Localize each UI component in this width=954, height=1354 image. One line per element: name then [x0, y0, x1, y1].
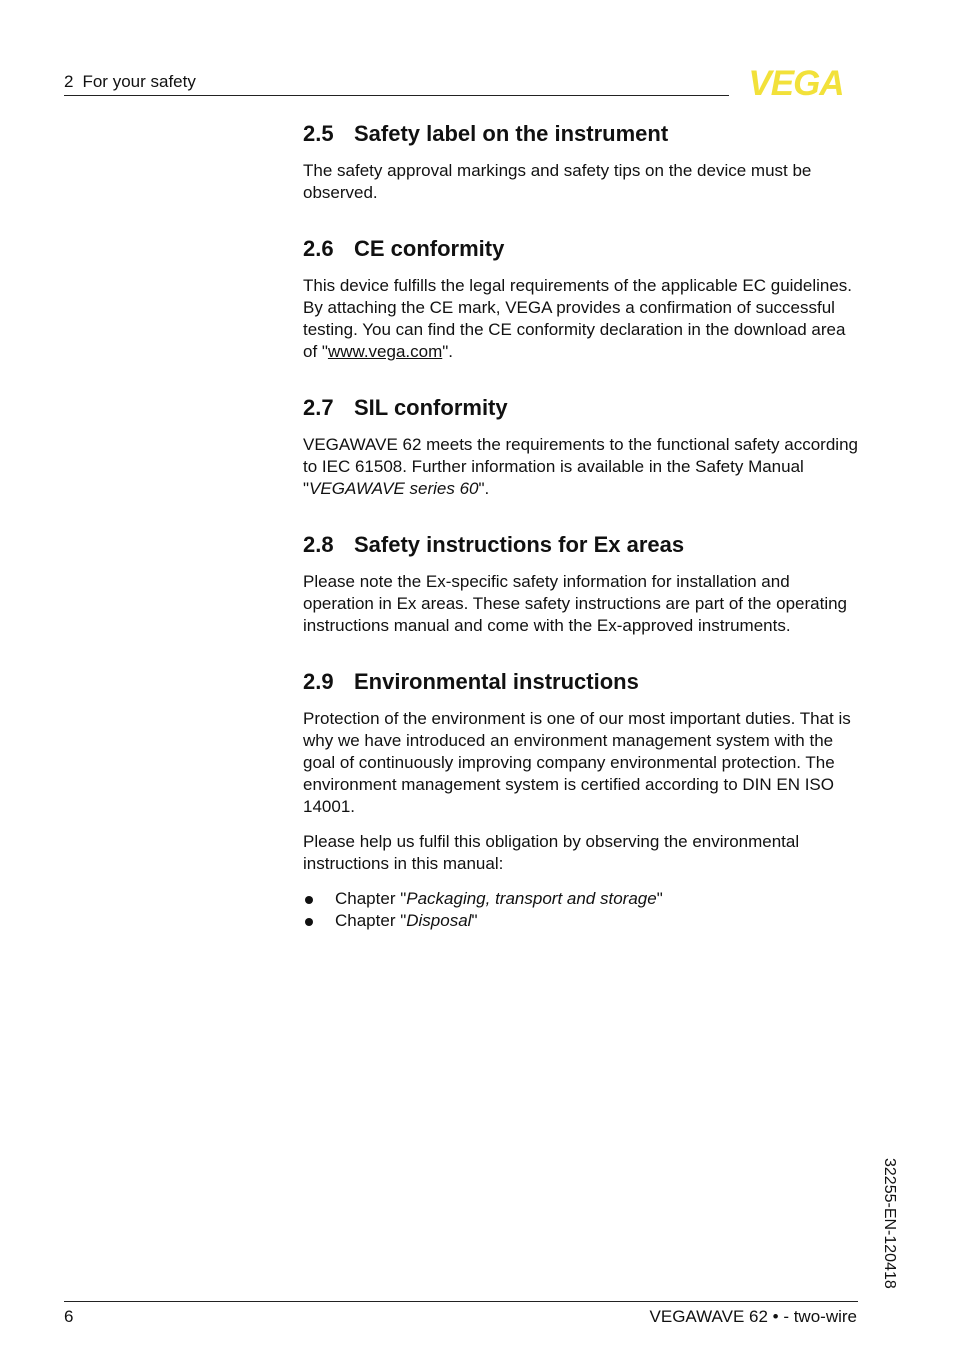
chapter-reference: Packaging, transport and storage — [406, 889, 657, 908]
vega-website-link[interactable]: www.vega.com — [327, 342, 443, 361]
list-item — [303, 910, 863, 932]
paragraph-text: ". — [442, 342, 454, 361]
section-paragraph — [303, 275, 863, 363]
bullet-list — [303, 888, 863, 932]
document-code: 32255-EN-120418 — [881, 1158, 898, 1289]
page-content — [303, 120, 863, 963]
chapter-reference: Disposal — [406, 911, 472, 930]
list-item-text: Chapter " — [335, 911, 407, 930]
section-number: 2.8 — [303, 532, 334, 557]
section-title: Safety label on the instrument — [354, 121, 669, 146]
list-item — [303, 888, 863, 910]
document-title: VEGAWAVE 62 • - two-wire — [649, 1307, 857, 1326]
section-paragraph — [303, 434, 863, 500]
bullet-icon — [305, 896, 313, 904]
paragraph-text: This device fulfills the legal requirements of the applicable EC guidelines. By attaching the CE mark, VEGA provides a confirmation of successful testing. You can find the CE conformity declaration in the download area of " — [303, 276, 853, 361]
page-number: 6 — [64, 1307, 74, 1326]
paragraph-text: VEGAWAVE 62 meets the requirements to the functional safety according to IEC 61508. Further information is available in the Safety Manual " — [303, 435, 858, 498]
section-title: SIL conformity — [354, 395, 508, 420]
list-item-text: " — [656, 889, 663, 908]
section-heading — [303, 120, 863, 148]
section-heading — [303, 394, 863, 422]
section-2-5 — [303, 120, 863, 204]
section-2-8 — [303, 531, 863, 637]
chapter-title: For your safety — [82, 72, 196, 91]
section-number: 2.9 — [303, 669, 334, 694]
logo-text: VEGA — [748, 66, 844, 98]
footer-divider — [64, 1301, 858, 1302]
manual-title: VEGAWAVE series 60 — [309, 479, 479, 498]
section-heading — [303, 668, 863, 696]
section-2-7 — [303, 394, 863, 500]
vega-logo — [734, 66, 858, 98]
section-2-6 — [303, 235, 863, 363]
running-header — [64, 72, 196, 92]
section-number: 2.5 — [303, 121, 334, 146]
list-item-text: Chapter " — [335, 889, 407, 908]
section-paragraph: The safety approval markings and safety tips on the device must be observed. — [303, 161, 812, 202]
chapter-number: 2 — [64, 72, 74, 91]
section-title: Environmental instructions — [354, 669, 639, 694]
section-paragraph: Please help us fulfil this obligation by observing the environmental instructions in this manual: — [303, 832, 800, 873]
section-heading — [303, 235, 863, 263]
section-paragraph: Protection of the environment is one of our most important duties. That is why we have introduced an environment management system with the goal of continuously improving company environmental protection. The environment management system is certified according to DIN EN ISO 14001. — [303, 709, 851, 816]
bullet-icon — [305, 918, 313, 926]
list-item-text: " — [471, 911, 478, 930]
section-number: 2.6 — [303, 236, 334, 261]
section-title: CE conformity — [354, 236, 505, 261]
section-paragraph: Please note the Ex-specific safety information for installation and operation in Ex areas. These safety instructions are part of the operating instructions manual and come with the Ex-approved instruments. — [303, 572, 847, 635]
section-number: 2.7 — [303, 395, 334, 420]
section-2-9 — [303, 668, 863, 932]
section-heading — [303, 531, 863, 559]
section-title: Safety instructions for Ex areas — [354, 532, 685, 557]
paragraph-text: ". — [478, 479, 490, 498]
header-divider — [64, 95, 729, 96]
